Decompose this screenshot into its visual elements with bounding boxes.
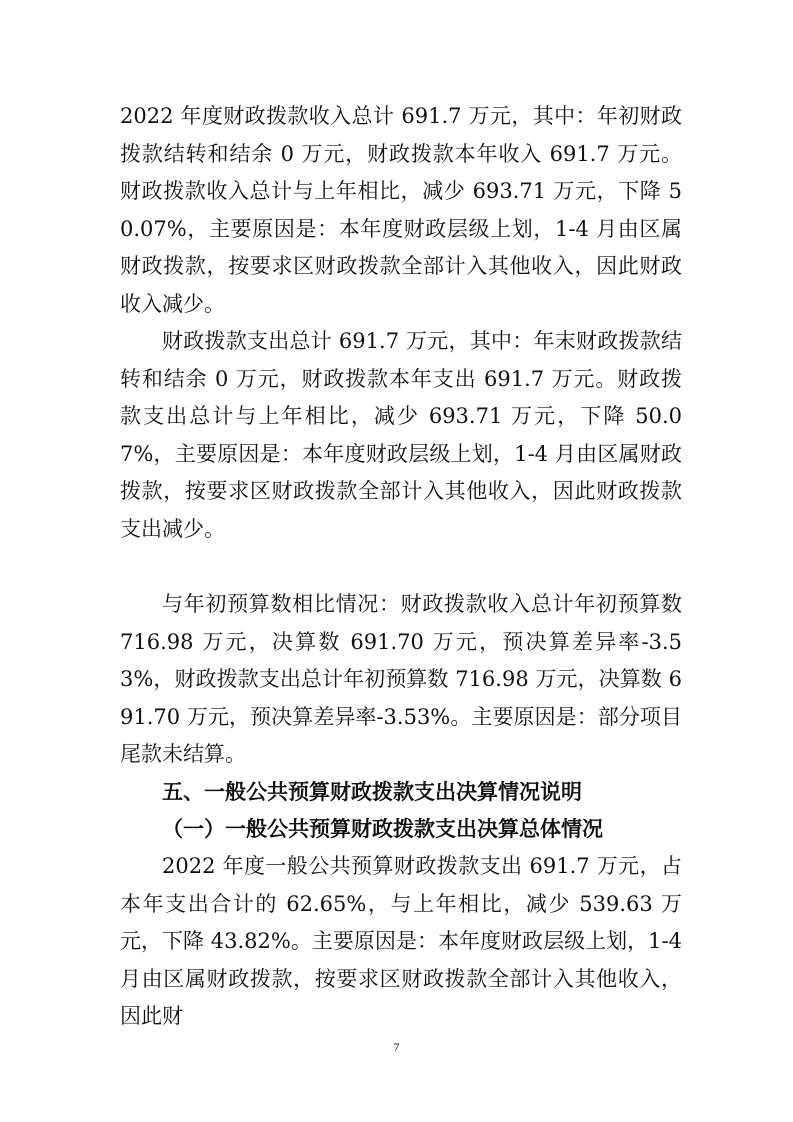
paragraph-income-total: 2022 年度财政拨款收入总计 691.7 万元，其中：年初财政拨款结转和结余 0 万元，财政拨款本年收入 691.7 万元。财政拨款收入总计与上年相比，减少 693.71 万元，下降 50.07%，主要原因是：本年度财政层级上划，1-4 月由区属财政拨款，按要求区财政拨款全部计入其他收入，因此财政收入减少。 (120, 104, 682, 316)
page-number: 7 (393, 1040, 400, 1054)
paragraph-budget-comparison: 与年初预算数相比情况：财政拨款收入总计年初预算数 716.98 万元，决算数 691.70 万元，预决算差异率-3.53%，财政拨款支出总计年初预算数 716.98 万元，决算数 691.70 万元，预决算差异率-3.53%。主要原因是：部分项目尾款未结算。 (120, 592, 682, 766)
paragraph-general-budget: 2022 年度一般公共预算财政拨款支出 691.7 万元，占本年支出合计的 62.65%，与上年相比，减少 539.63 万元，下降 43.82%。主要原因是：本年度财政层级上划，1-4 月由区属财政拨款，按要求区财政拨款全部计入其他收入，因此财 (120, 854, 682, 1028)
paragraph-expenditure-total: 财政拨款支出总计 691.7 万元，其中：年末财政拨款结转和结余 0 万元，财政拨款本年支出 691.7 万元。财政拨款支出总计与上年相比，减少 693.71 万元，下降 50.07%，主要原因是：本年度财政层级上划，1-4 月由区属财政拨款，按要求区财政拨款全部计入其他收入，因此财政拨款支出减少。 (120, 329, 682, 541)
subsection-heading: （一）一般公共预算财政拨款支出决算总体情况 (162, 817, 603, 841)
section-heading: 五、一般公共预算财政拨款支出决算情况说明 (162, 780, 582, 804)
